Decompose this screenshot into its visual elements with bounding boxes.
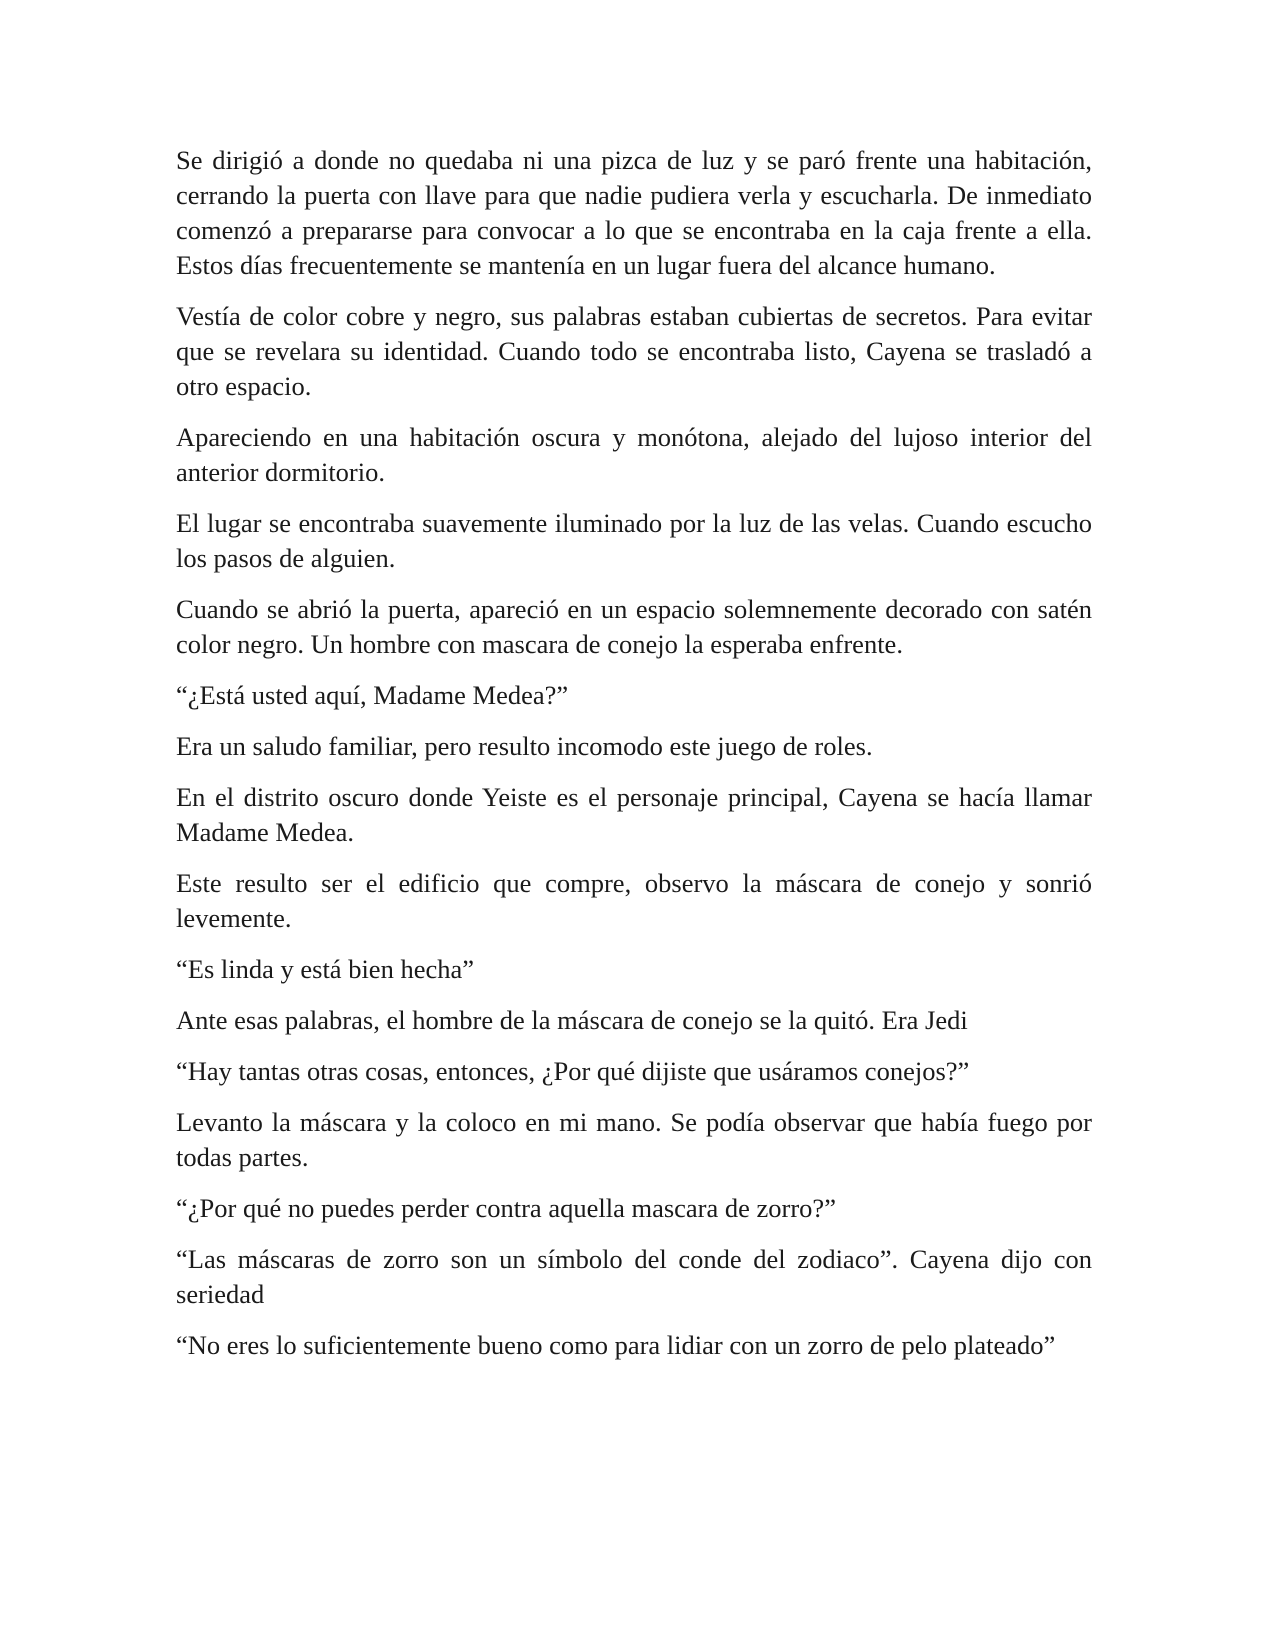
paragraph-11: Ante esas palabras, el hombre de la máscara de conejo se la quitó. Era Jedi (176, 1005, 968, 1035)
paragraph-12: “Hay tantas otras cosas, entonces, ¿Por qué dijiste que usáramos conejos?” (176, 1056, 970, 1086)
paragraph-7: Era un saludo familiar, pero resulto incomodo este juego de roles. (176, 731, 873, 761)
paragraph-5: Cuando se abrió la puerta, apareció en un espacio solemnemente decorado con satén color negro. Un hombre con mascara de conejo la esperaba enfrente. (176, 594, 1092, 659)
paragraph-10: “Es linda y está bien hecha” (176, 954, 474, 984)
paragraph-1: Se dirigió a donde no quedaba ni una pizca de luz y se paró frente una habitación, cerrando la puerta con llave para que nadie pudiera verla y escucharla. De inmediato comenzó a prepararse para convocar a lo que se encontraba en la caja frente a ella. Estos días frecuentemente se mantenía en un lugar fuera del alcance humano. (176, 145, 1092, 280)
paragraph-15: “Las máscaras de zorro son un símbolo del conde del zodiaco”. Cayena dijo con seriedad (176, 1244, 1092, 1309)
document-page (176, 143, 1092, 1379)
paragraph-8: En el distrito oscuro donde Yeiste es el personaje principal, Cayena se hacía llamar Madame Medea. (176, 782, 1092, 847)
paragraph-14: “¿Por qué no puedes perder contra aquella mascara de zorro?” (176, 1193, 836, 1223)
paragraph-9: Este resulto ser el edificio que compre, observo la máscara de conejo y sonrió levemente. (176, 868, 1092, 933)
paragraph-3: Apareciendo en una habitación oscura y monótona, alejado del lujoso interior del anterior dormitorio. (176, 422, 1092, 487)
paragraph-6: “¿Está usted aquí, Madame Medea?” (176, 680, 569, 710)
paragraph-13: Levanto la máscara y la coloco en mi mano. Se podía observar que había fuego por todas partes. (176, 1107, 1092, 1172)
paragraph-2: Vestía de color cobre y negro, sus palabras estaban cubiertas de secretos. Para evitar que se revelara su identidad. Cuando todo se encontraba listo, Cayena se trasladó a otro espacio. (176, 301, 1092, 401)
paragraph-4: El lugar se encontraba suavemente iluminado por la luz de las velas. Cuando escucho los pasos de alguien. (176, 508, 1092, 573)
paragraph-16: “No eres lo suficientemente bueno como para lidiar con un zorro de pelo plateado” (176, 1330, 1056, 1360)
